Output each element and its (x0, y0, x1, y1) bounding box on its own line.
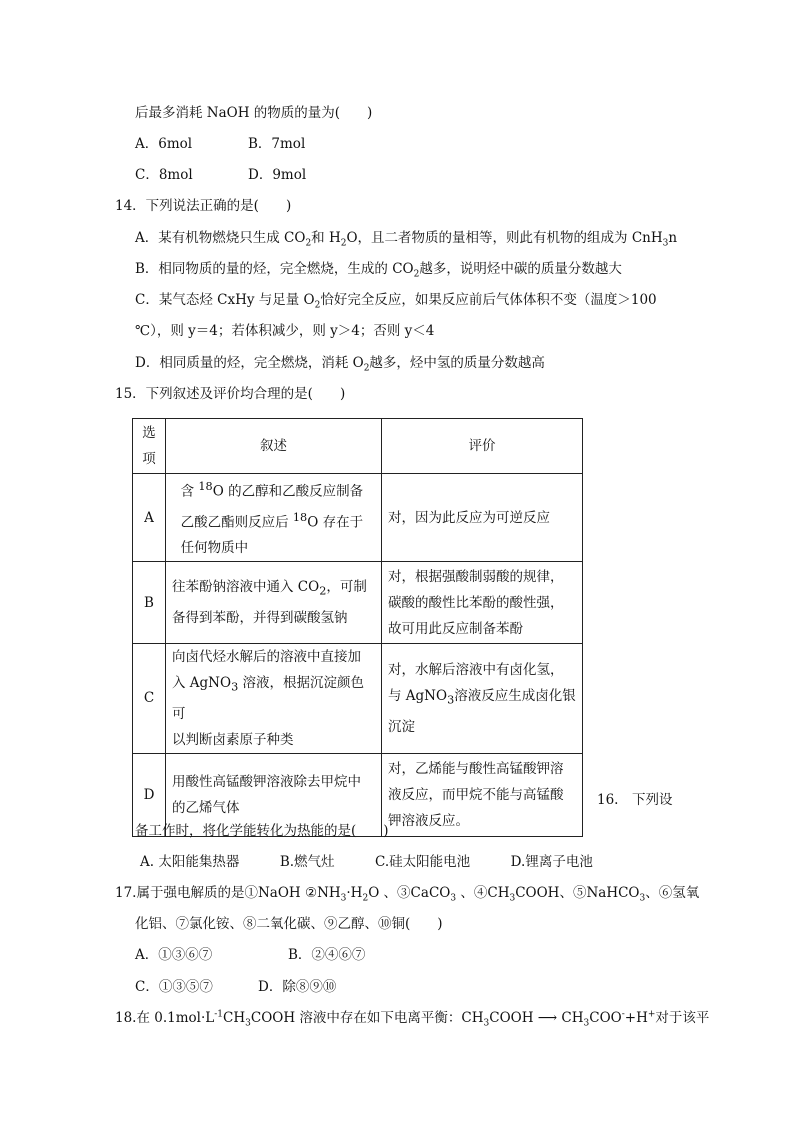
row-b-evaluation: 对，根据强酸制弱酸的规律， 碳酸的酸性比苯酚的酸性强， 故可用此反应制备苯酚 (382, 562, 583, 644)
row-d-option: D (133, 753, 166, 836)
table-header-row (133, 419, 583, 474)
q13-option-d: D．9mol (248, 167, 307, 183)
row-b-description: 往苯酚钠溶液中通入 $CO_2$，可制 备得到苯酚，并得到碳酸氢钠 (166, 562, 382, 644)
q16-options: A. 太阳能集热器 B.燃气灶 C.硅太阳能电池 D.锂离子电池 (140, 854, 593, 870)
row-a-description: 含 $^{18}$O 的乙醇和乙酸反应制备 乙酸乙酯则反应后 $^{18}$O 存在于 任何物质中 (166, 474, 382, 562)
q17-stem-line2: 化铝、⑦氯化铵、⑧二氧化碳、⑨乙醇、⑩铜( ) (135, 916, 443, 932)
q14-option-c-line2: ℃），则 y＝4；若体积减少，则 y＞4；否则 y＜4 (135, 323, 435, 339)
table-row (133, 644, 583, 754)
q17-option-b: B．②④⑥⑦ (288, 947, 366, 963)
q14-option-c-line1: C．某气态烃 CxHy 与足量 $O_2$恰好完全反应，如果反应前后气体体积不变（温度＞100 (135, 292, 657, 311)
q13-option-c: C．8mol (135, 167, 193, 183)
q18-stem: 18.在 $0.1mol\cdot L^{-1}CH_3COOH$ 溶液中存在如下电离平衡：$CH_3COOH$ ⟶ $CH_3COO^-+H^+$对于该平 (115, 1009, 710, 1029)
q14-option-b: B．相同物质的量的烃，完全燃烧，生成的 $CO_2$越多，说明烃中碳的质量分数越大 (135, 261, 622, 280)
row-c-evaluation: 对，水解后溶液中有卤化氢， 与 AgNO$_3$溶液反应生成卤化银 沉淀 (382, 644, 583, 754)
q15-stem: 15．下列叙述及评价均合理的是( ) (115, 386, 346, 402)
q17-option-c: C．①③⑤⑦ (135, 979, 213, 995)
header-evaluation: 评价 (382, 419, 583, 474)
row-d-description: 用酸性高锰酸钾溶液除去甲烷中 的乙烯气体 (166, 753, 382, 836)
row-d-evaluation: 对，乙烯能与酸性高锰酸钾溶 液反应，而甲烷不能与高锰酸 钾溶液反应。 (382, 753, 583, 836)
row-a-evaluation: 对，因为此反应为可逆反应 (382, 474, 583, 562)
q17-option-d: D．除⑧⑨⑩ (258, 979, 337, 995)
table-row (133, 562, 583, 644)
q14-option-a: A．某有机物燃烧只生成 $CO_2$和 $H_2O$，且二者物质的量相等，则此有机物的组成为 CnH$_3$n (135, 230, 678, 249)
row-c-option: C (133, 644, 166, 754)
q13-option-a: A．6mol (135, 136, 193, 152)
row-c-description: 向卤代烃水解后的溶液中直接加 入 AgNO$_3$ 溶液，根据沉淀颜色可 以判断卤素原子种类 (166, 644, 382, 754)
table-row (133, 474, 583, 562)
q17-stem-line1: 17.属于强电解质的是①NaOH $②NH_3\cdot H_2O$ 、③CaCO$_3$ 、$④CH_3COOH$、⑤NaHCO$_3$、⑥氢氧 (115, 885, 700, 904)
q15-table (132, 418, 583, 837)
header-description: 叙述 (166, 419, 382, 474)
row-a-option: A (133, 474, 166, 562)
q13-stem-tail: 后最多消耗 NaOH 的物质的量为( ) (135, 105, 373, 121)
q14-option-d: D．相同质量的烃，完全燃烧，消耗 $O_2$越多，烃中氢的质量分数越高 (135, 355, 545, 374)
q13-option-b: B．7mol (248, 136, 306, 152)
q16-number: 16. 下列设 (597, 792, 673, 808)
row-b-option: B (133, 562, 166, 644)
q14-stem: 14．下列说法正确的是( ) (115, 198, 292, 214)
q17-option-a: A．①③⑥⑦ (135, 947, 213, 963)
header-option: 选 项 (133, 419, 166, 474)
q16-stem: 备工作时，将化学能转化为热能的是( ) (135, 823, 389, 839)
